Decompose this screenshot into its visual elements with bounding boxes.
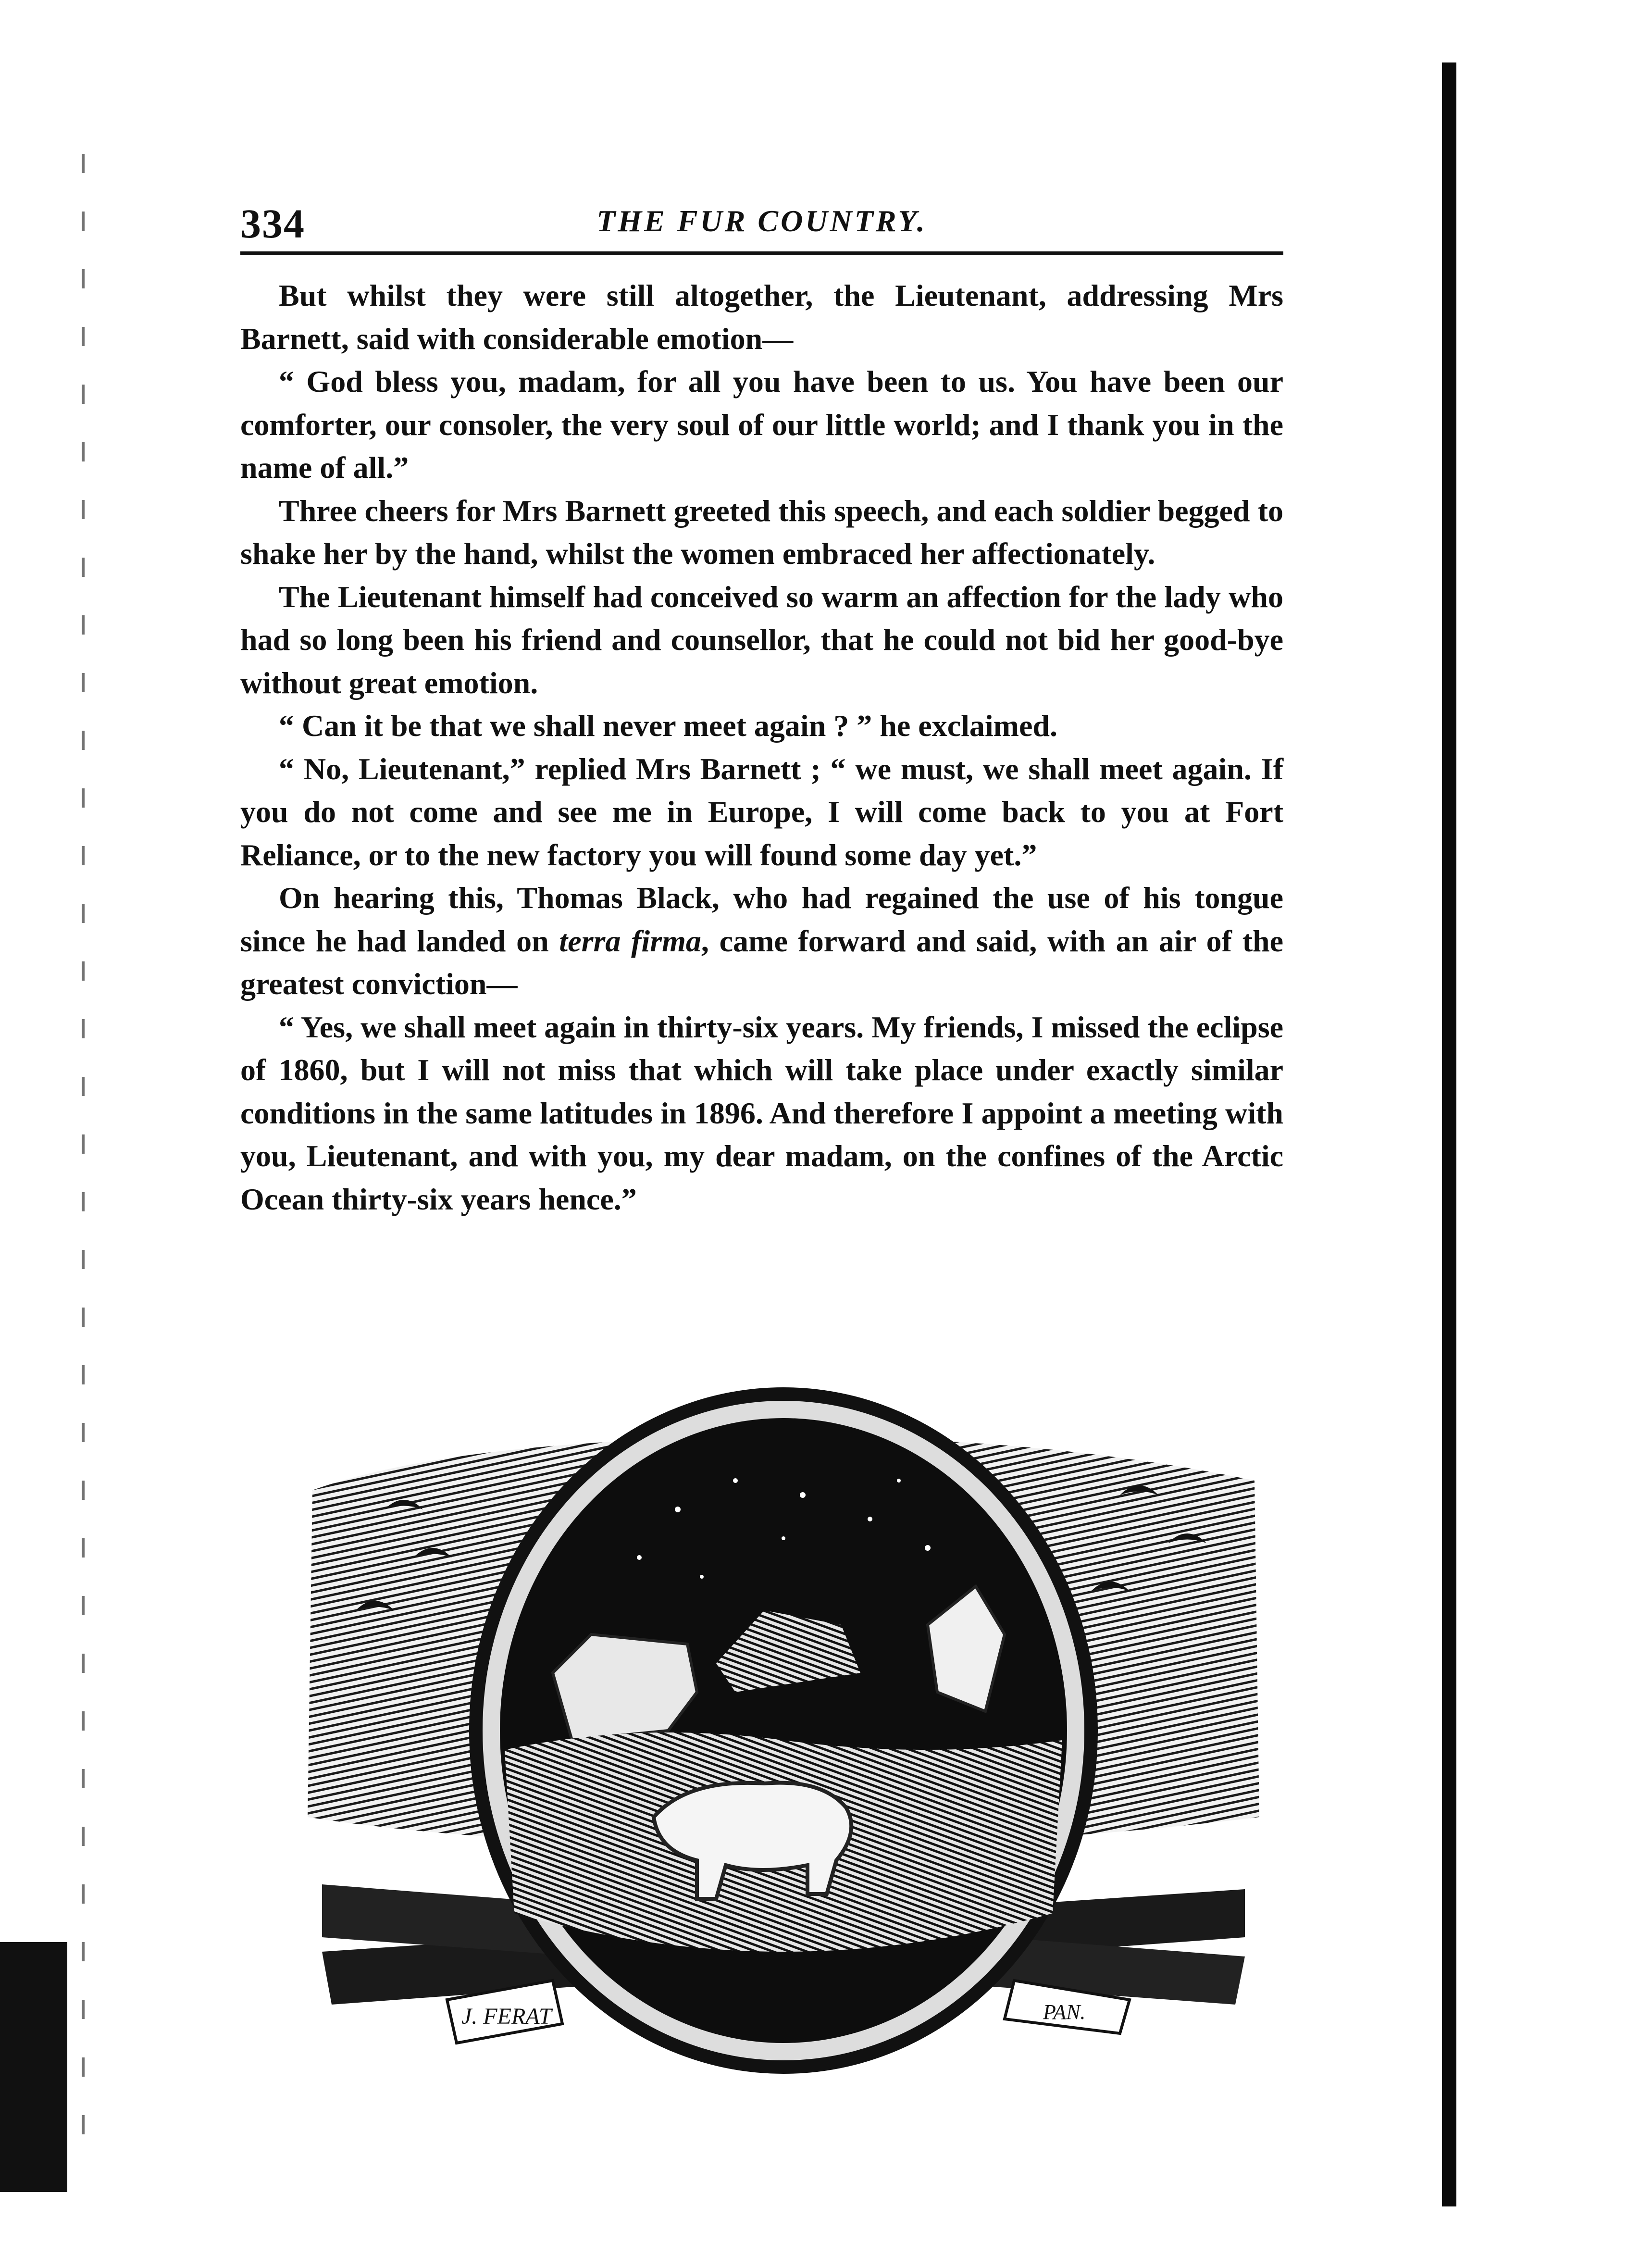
running-title: THE FUR COUNTRY. [596,204,927,238]
italic-phrase: terra firma [559,923,701,958]
paragraph-text: On hearing this, Thomas Black, who had regained the use of his tongue since he had landed on [240,881,1283,958]
signature-right: PAN. [1043,2000,1086,2024]
page-header [240,190,1283,248]
paragraph: “ No, Lieutenant,” replied Mrs Barnett ; “ we must, we shall meet again. If you do not come and see me in Europe, I will come back to you at Fort Reliance, or to the new factory you will found some day yet.” [240,751,1283,872]
body-text [240,274,1283,1221]
paragraph: “ Can it be that we shall never meet again ? ” he exclaimed. [279,709,1057,743]
paragraph: Three cheers for Mrs Barnett greeted this speech, and each soldier begged to shake her by the hand, whilst the women embraced her affectionately. [240,493,1283,571]
paragraph: “ God bless you, madam, for all you have been to us. You have been our comforter, our consoler, the very soul of our little world; and I thank you in the name of all.” [240,364,1283,485]
paragraph: But whilst they were still altogether, the Lieutenant, addressing Mrs Barnett, said with considerable emotion— [240,278,1283,356]
paragraph [240,876,1283,1006]
paragraph: “ Yes, we shall meet again in thirty-six years. My friends, I missed the eclipse of 1860, but I will not miss that which will take place under exactly similar conditions in the same latitudes in 1896. And therefore I appoint a meeting with you, Lieutenant, and with you, my dear madam, on the confines of the Arctic Ocean thirty-six years hence.” [240,1009,1283,1216]
engraving-illustration [303,1384,1264,2096]
paragraph-text: , came forward and said, with an air of the greatest conviction— [240,923,1284,1001]
page-number: 334 [240,200,305,247]
scan-gutter-marks [82,154,85,2173]
paragraph: The Lieutenant himself had conceived so warm an affection for the lady who had so long been his friend and counsellor, that he could not bid her good-bye without great emotion. [240,579,1283,700]
scan-edge-rule [1442,62,1456,2206]
engraving-svg [303,1384,1264,2096]
scan-edge-shadow [0,1942,67,2192]
signature-left: J. FERAT [461,2004,552,2029]
header-rule [240,251,1283,255]
